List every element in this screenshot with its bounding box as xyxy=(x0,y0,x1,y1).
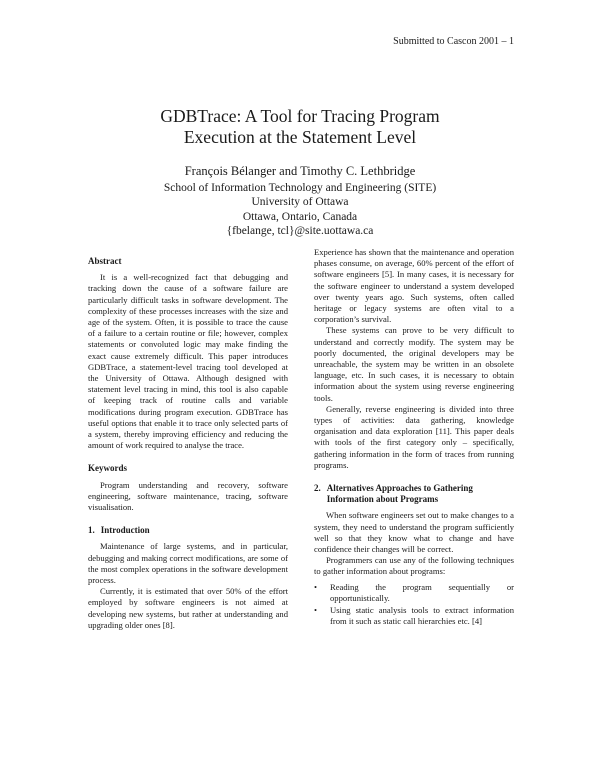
keywords-heading: Keywords xyxy=(88,463,127,474)
intro-paragraph-1: Maintenance of large systems, and in particular, debugging and making correct modifications, are some of the most complex operations in the software development process. xyxy=(88,541,288,586)
university: University of Ottawa xyxy=(251,196,349,208)
bullet-icon: • xyxy=(314,605,318,616)
right-paragraph-2: These systems can prove to be very difficult to understand and correctly modify. The system may be poorly documented, the original developers may be unreachable, the system may be written in an obsolete language, etc. In such cases, it is necessary to obtain information about the system using reverse engineering tools. xyxy=(314,325,514,403)
right-column xyxy=(314,247,514,629)
list-item xyxy=(314,605,514,627)
right-paragraph-1: Experience has shown that the maintenance and operation phases consume, on average, 60% percent of the effort of software engineers [5]. In many cases, it is necessary for the software engineer to understand a system developed over twenty years ago. Such systems, often called heritage or legacy systems are often vital to a corporation’s survival. xyxy=(314,247,514,325)
author-block xyxy=(0,164,600,239)
list-item-text: Reading the program sequentially or opportunistically. xyxy=(330,581,514,603)
list-item-text: Using static analysis tools to extract information from it such as static call hierarchies etc. [4] xyxy=(330,605,514,627)
intro-paragraph-2: Currently, it is estimated that over 50% of the effort employed by software engineers is not aimed at developing new systems, but rather at understanding and upgrading older ones [8]. xyxy=(88,586,288,630)
left-column xyxy=(88,256,288,631)
list-item xyxy=(314,582,514,604)
section2-paragraph-2: Programmers can use any of the following techniques to gather information about programs: xyxy=(314,555,514,577)
technique-list xyxy=(314,582,514,628)
title-line-2: Execution at the Statement Level xyxy=(183,127,417,147)
abstract-heading: Abstract xyxy=(88,256,122,266)
intro-heading xyxy=(88,525,288,536)
emails: {fbelange, tcl}@site.uottawa.ca xyxy=(226,225,374,237)
section2-title: Alternatives Approaches to Gathering Information about Programs xyxy=(326,483,473,505)
header-note: Submitted to Cascon 2001 – 1 xyxy=(393,36,514,47)
abstract-text: It is a well-recognized fact that debugging and tracking down the cause of a software failure are particularly difficult tasks in software development. The complexity of these processes increases with the size and age of the system. Often, it is possible to trace the cause of a failure to a certain routine or file; however, complex statements or convoluted logic may make finding the exact cause extremely difficult. This paper introduces GDBTrace, a statement-level tracing tool developed at the University of Ottawa. Although designed with statement level tracing in mind, this tool is also capable of keeping track of routine calls and variable modifications during program execution. GDBTrace has useful options that enable it to trace only selected parts of a system, thereby improving efficiency and reducing the amount of work required to analyse the trace. xyxy=(88,272,288,451)
bullet-icon: • xyxy=(314,581,318,592)
location: Ottawa, Ontario, Canada xyxy=(242,210,358,223)
intro-title: Introduction xyxy=(100,525,150,536)
author-names: François Bélanger and Timothy C. Lethbridge xyxy=(184,164,416,178)
section2-number: 2. xyxy=(314,483,321,494)
affiliation: School of Information Technology and Engineering (SITE) xyxy=(163,181,437,194)
paper-title xyxy=(0,106,600,148)
section2-heading xyxy=(314,483,514,505)
section2-paragraph-1: When software engineers set out to make changes to a system, they need to understand the program sufficiently well so that they know what to change and have confidence their changes will be correct. xyxy=(314,510,514,555)
right-paragraph-3: Generally, reverse engineering is divided into three types of activities: data gathering, knowledge organisation and data exploration [11]. This paper deals with tools of the first category only – specifically, gathering information in the form of traces from running programs. xyxy=(314,403,514,470)
keywords-text: Program understanding and recovery, software engineering, software maintenance, tracing, software visualisation. xyxy=(88,479,288,513)
intro-number: 1. xyxy=(88,525,95,536)
title-line-1: GDBTrace: A Tool for Tracing Program xyxy=(160,106,440,126)
